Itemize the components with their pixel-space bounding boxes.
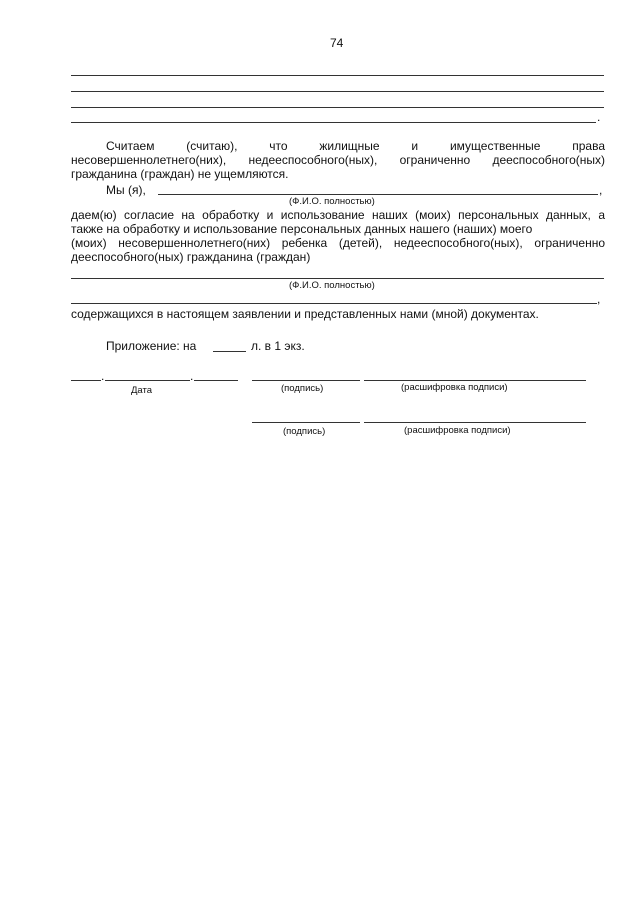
decoding-line-2[interactable] [364, 422, 586, 423]
we-name-line[interactable] [158, 194, 598, 195]
attachment-suffix: л. в 1 экз. [251, 339, 305, 353]
signature-label-1: (подпись) [281, 383, 324, 394]
blank-line-5[interactable] [71, 303, 597, 304]
signature-label-2: (подпись) [283, 426, 326, 437]
blank-line-2[interactable] [71, 91, 604, 92]
para1-line1: Считаем (считаю), что жилищные и имущественные права [106, 139, 605, 153]
decoding-label-2: (расшифровка подписи) [404, 425, 511, 436]
attachment-pages-line[interactable] [213, 351, 246, 352]
fio-line-2[interactable] [71, 278, 604, 279]
attachment-prefix: Приложение: на [106, 339, 197, 353]
blank-line-1[interactable] [71, 75, 604, 76]
contained-text: содержащихся в настоящем заявлении и представленных нами (мной) документах. [71, 307, 539, 321]
para2-line1: даем(ю) согласие на обработку и использование наших (моих) персональных данных, а [71, 208, 605, 222]
date-label: Дата [131, 385, 153, 396]
blank-line-4[interactable] [71, 122, 596, 123]
date-month-line[interactable] [105, 380, 190, 381]
date-dot-1: . [101, 369, 105, 383]
para1-line3: гражданина (граждан) не ущемляются. [71, 167, 289, 181]
signature-line-1[interactable] [252, 380, 360, 381]
date-dot-2: . [190, 369, 194, 383]
signature-line-2[interactable] [252, 422, 360, 423]
fio-caption-2: (Ф.И.О. полностью) [289, 280, 375, 291]
blank-line-3[interactable] [71, 107, 604, 108]
we-line-end: , [599, 183, 603, 197]
date-year-line[interactable] [194, 380, 238, 381]
para2-line4: дееспособного(ных) гражданина (граждан) [71, 250, 311, 264]
page-number: 74 [330, 36, 344, 50]
para1-line2: несовершеннолетнего(них), недееспособного(ных), ограниченно дееспособного(ных) [71, 153, 605, 167]
date-day-line[interactable] [71, 380, 101, 381]
blank-line-4-end: . [597, 110, 601, 124]
para2-line3: (моих) несовершеннолетнего(них) ребенка (детей), недееспособного(ных), ограниченно [71, 236, 605, 250]
fio-caption-1: (Ф.И.О. полностью) [289, 196, 375, 207]
para2-line2: также на обработку и использование персональных данных нашего (наших) моего [71, 222, 533, 236]
decoding-label-1: (расшифровка подписи) [401, 382, 508, 393]
decoding-line-1[interactable] [364, 380, 586, 381]
we-label: Мы (я), [106, 183, 146, 197]
blank-line-5-end: , [597, 292, 601, 306]
